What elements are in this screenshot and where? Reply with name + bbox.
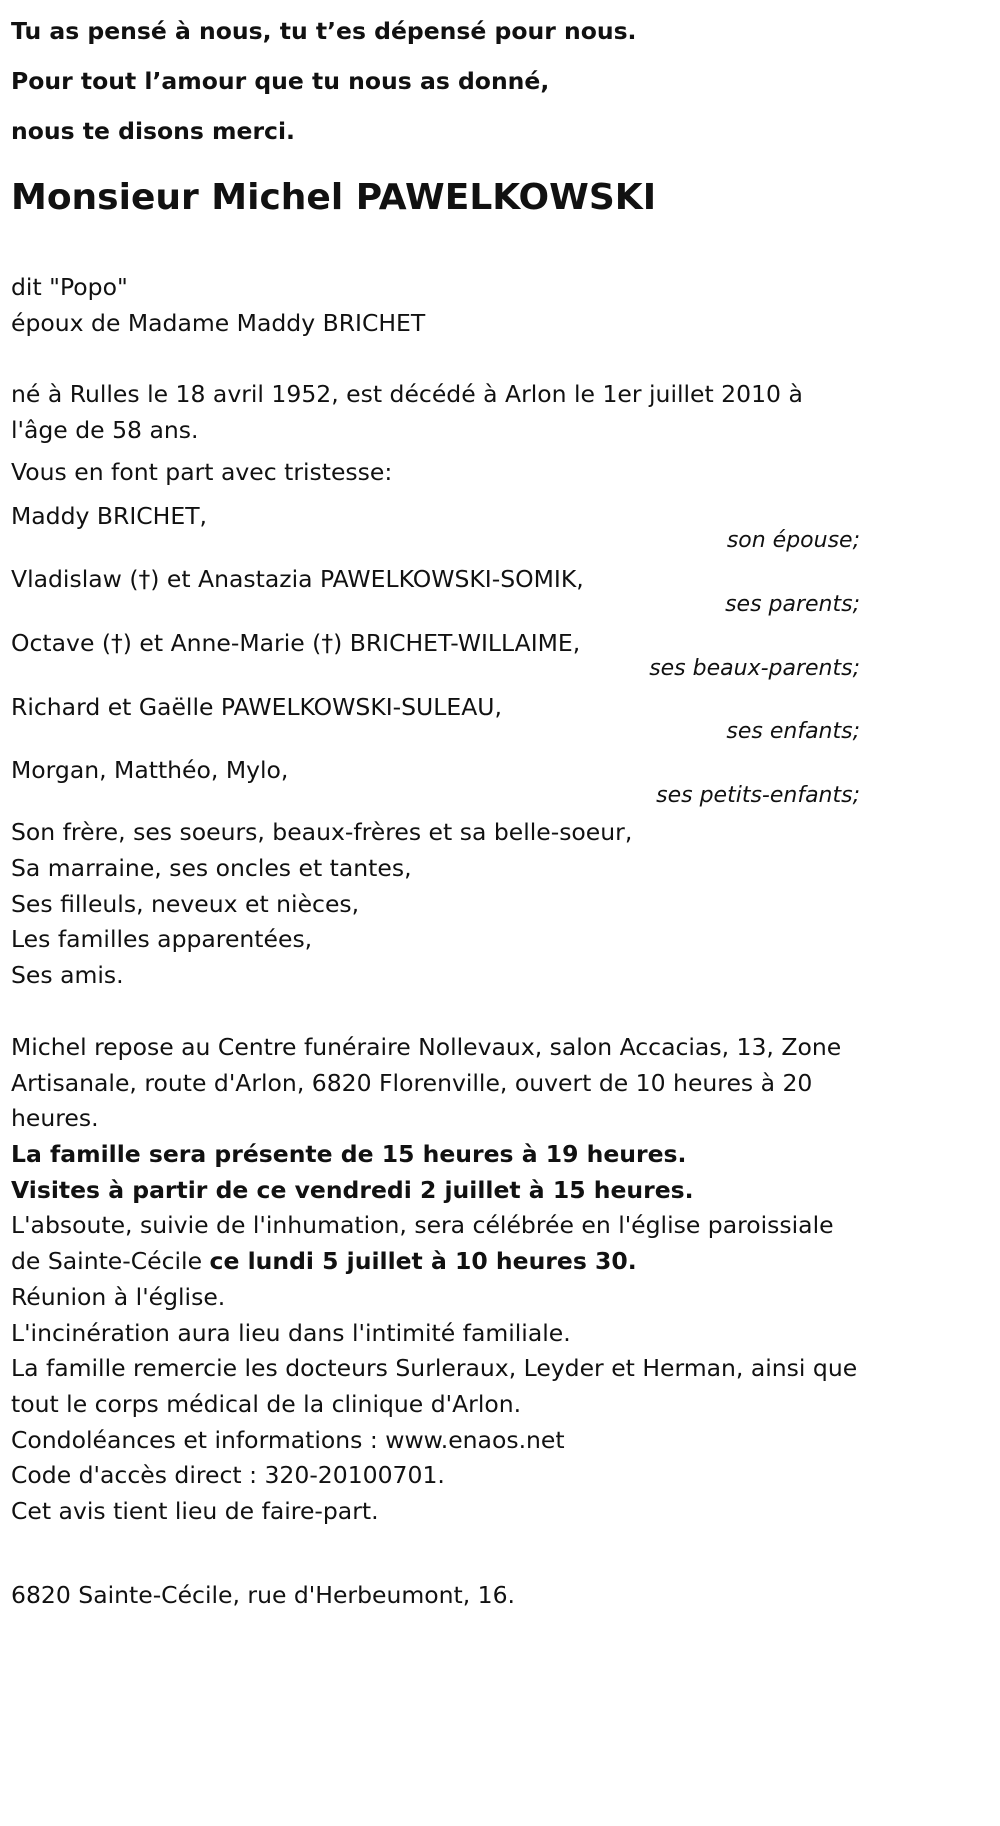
meeting-info: Réunion à l'église. (11, 1282, 226, 1311)
family-names: Octave (†) et Anne-Marie (†) BRICHET-WILLAIME, (11, 629, 581, 658)
family-row (11, 562, 860, 618)
visits-info: Visites à partir de ce vendredi 2 juillet à 15 heures. (11, 1175, 694, 1204)
family-role: ses parents; (725, 592, 860, 618)
family-names: Richard et Gaëlle PAWELKOWSKI-SULEAU, (11, 692, 502, 721)
family-row (11, 499, 860, 555)
deceased-details (11, 270, 860, 341)
absoute-text: L'absoute, suivie de l'inhumation, sera célébrée en l'église paroissiale de Sainte-Cécile (11, 1211, 834, 1276)
relatives-line: Sa marraine, ses oncles et tantes, (11, 853, 412, 882)
rest-location: Michel repose au Centre funéraire Nollevaux, salon Accacias, 13, Zone Artisanale, route d'Arlon, 6820 Florenville, ouvert de 10 heures à 20 heures. (11, 1032, 842, 1133)
notice-text: Cet avis tient lieu de faire-part. (11, 1497, 379, 1526)
family-role: ses petits-enfants; (656, 783, 860, 809)
family-row (11, 626, 860, 682)
family-names: Vladislaw (†) et Anastazia PAWELKOWSKI-SOMIK, (11, 565, 584, 594)
family-row (11, 753, 860, 809)
announcement-block (11, 455, 860, 491)
relatives-line: Son frère, ses soeurs, beaux-frères et sa belle-soeur, (11, 818, 633, 847)
absoute-date: ce lundi 5 juillet à 10 heures 30. (209, 1247, 637, 1276)
address-text: 6820 Sainte-Cécile, rue d'Herbeumont, 16. (11, 1580, 516, 1609)
condolences-info: Condoléances et informations : www.enaos.net (11, 1425, 565, 1454)
other-relatives (11, 815, 860, 994)
deceased-name: Monsieur Michel PAWELKOWSKI (11, 177, 657, 218)
relatives-line: Les familles apparentées, (11, 925, 313, 954)
absoute-info (11, 1208, 860, 1279)
access-code: Code d'accès direct : 320-20100701. (11, 1461, 445, 1490)
intro-line-2: Pour tout l’amour que tu nous as donné, (11, 67, 550, 95)
intro-line-1: Tu as pensé à nous, tu t’es dépensé pour nous. (11, 17, 637, 45)
family-role: ses beaux-parents; (649, 655, 860, 681)
intro-line-3: nous te disons merci. (11, 117, 295, 145)
family-role: son épouse; (726, 528, 860, 554)
family-names: Maddy BRICHET, (11, 501, 208, 530)
family-row (11, 690, 860, 746)
spouse-line: époux de Madame Maddy BRICHET (11, 308, 426, 337)
family-list (11, 499, 860, 810)
birth-death-block (11, 377, 860, 448)
nickname: dit "Popo" (11, 273, 128, 301)
relatives-line: Ses filleuls, neveux et nièces, (11, 889, 360, 918)
announcement-text: Vous en font part avec tristesse: (11, 457, 393, 486)
intro-poem (11, 6, 860, 156)
thanks-text: La famille remercie les docteurs Surleraux, Leyder et Herman, ainsi que tout le corps médical de la clinique d'Arlon. (11, 1354, 858, 1418)
birth-death-text: né à Rulles le 18 avril 1952, est décédé à Arlon le 1er juillet 2010 à l'âge de 58 ans. (11, 380, 803, 445)
cremation-info: L'incinération aura lieu dans l'intimité familiale. (11, 1318, 571, 1347)
funeral-details (11, 1030, 860, 1530)
family-names: Morgan, Matthéo, Mylo, (11, 756, 289, 785)
family-role: ses enfants; (726, 719, 860, 745)
family-present: La famille sera présente de 15 heures à 19 heures. (11, 1139, 687, 1168)
relatives-line: Ses amis. (11, 961, 124, 990)
family-address (11, 1578, 860, 1614)
